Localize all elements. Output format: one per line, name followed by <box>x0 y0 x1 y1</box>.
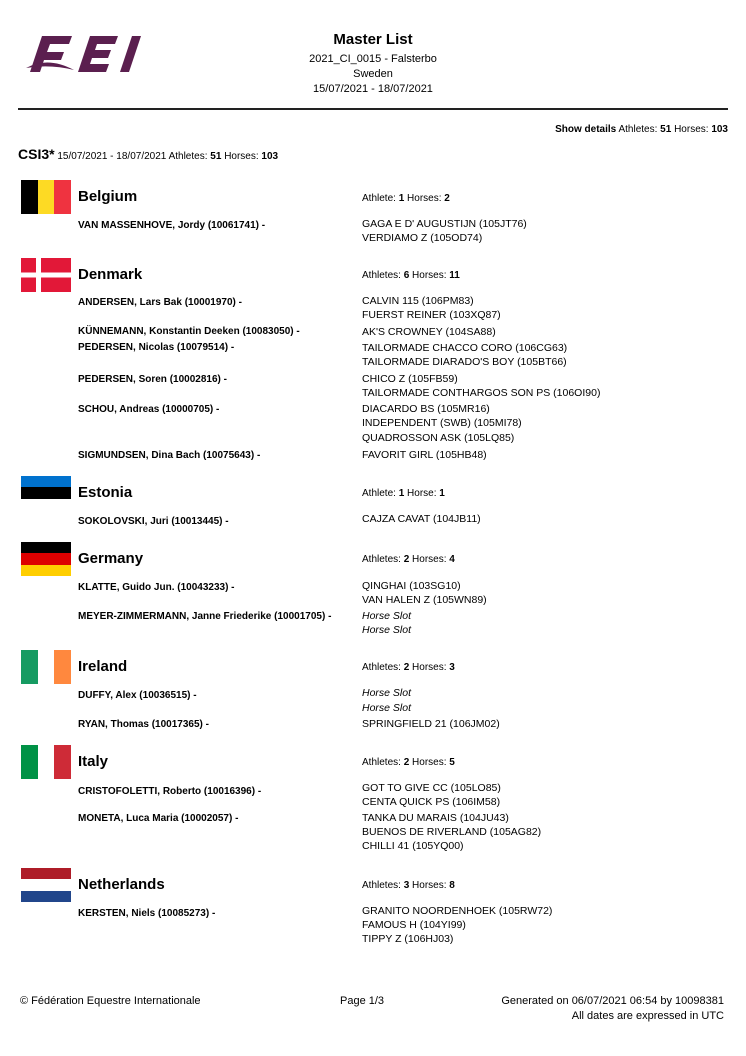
country-count: Athlete: 1 Horse: 1 <box>362 488 445 499</box>
flag-denmark-icon <box>21 258 71 292</box>
country-name: Denmark <box>78 266 143 283</box>
flag-netherlands-icon <box>21 868 71 902</box>
summary-horses-count: 103 <box>711 124 728 135</box>
horse-name: CAJZA CAVAT (104JB11) <box>362 513 481 525</box>
horse-name: TANKA DU MARAIS (104JU43) <box>362 812 509 824</box>
competition-athletes-label: Athletes: <box>168 151 208 162</box>
athlete-name: KERSTEN, Niels (10085273) - <box>78 908 216 919</box>
horse-name: INDEPENDENT (SWB) (105MI78) <box>362 417 522 429</box>
athlete-name: SCHOU, Andreas (10000705) - <box>78 404 220 415</box>
athlete-name: ANDERSEN, Lars Bak (10001970) - <box>78 297 242 308</box>
athlete-name: SIGMUNDSEN, Dina Bach (10075643) - <box>78 450 261 461</box>
athlete-name: MEYER-ZIMMERMANN, Janne Friederike (10001705) - <box>78 611 332 622</box>
athlete-name: MONETA, Luca Maria (10002057) - <box>78 813 239 824</box>
event-code: 2021_CI_0015 - Falsterbo <box>309 53 437 65</box>
footer-page: Page 1/3 <box>340 995 385 1007</box>
competition-line <box>18 146 278 162</box>
country-count: Athletes: 6 Horses: 11 <box>362 270 460 281</box>
competition-horses-count: 103 <box>261 151 279 162</box>
horse-name: TAILORMADE CHACCO CORO (106CG63) <box>362 342 568 354</box>
horse-name: VAN HALEN Z (105WN89) <box>362 594 487 606</box>
athlete-name: PEDERSEN, Nicolas (10079514) - <box>78 342 235 353</box>
horse-name: CHILLI 41 (105YQ00) <box>362 840 464 852</box>
horse-slot: Horse Slot <box>362 702 412 714</box>
event-country: Sweden <box>353 68 393 80</box>
show-details-label: Show details <box>555 124 617 135</box>
country-name: Belgium <box>78 188 138 205</box>
horse-name: GAGA E D' AUGUSTIJN (105JT76) <box>362 218 527 230</box>
horse-name: FAVORIT GIRL (105HB48) <box>362 449 487 461</box>
athlete-name: PEDERSEN, Soren (10002816) - <box>78 374 227 385</box>
country-name: Netherlands <box>78 876 165 893</box>
competition-horses-label: Horses: <box>224 151 259 162</box>
summary-line <box>555 124 728 135</box>
horse-name: BUENOS DE RIVERLAND (105AG82) <box>362 826 542 838</box>
flag-estonia-icon <box>21 476 71 510</box>
country-name: Germany <box>78 550 144 567</box>
horse-name: QUADROSSON ASK (105LQ85) <box>362 432 515 444</box>
flag-italy-icon <box>21 745 71 779</box>
horse-slot: Horse Slot <box>362 610 412 622</box>
athlete-name: VAN MASSENHOVE, Jordy (10061741) - <box>78 220 266 231</box>
horse-name: GOT TO GIVE CC (105LO85) <box>362 782 501 794</box>
horse-name: SPRINGFIELD 21 (106JM02) <box>362 718 500 730</box>
horse-name: CALVIN 115 (106PM83) <box>362 295 474 307</box>
country-count: Athletes: 2 Horses: 4 <box>362 554 455 565</box>
athlete-name: KLATTE, Guido Jun. (10043233) - <box>78 582 235 593</box>
country-count: Athletes: 3 Horses: 8 <box>362 880 455 891</box>
athlete-name: RYAN, Thomas (10017365) - <box>78 719 209 730</box>
flag-belgium-icon <box>21 180 71 214</box>
page-title: Master List <box>333 31 413 48</box>
country-name: Estonia <box>78 484 133 501</box>
event-dates: 15/07/2021 - 18/07/2021 <box>313 83 433 95</box>
horse-name: TIPPY Z (106HJ03) <box>362 933 454 945</box>
summary-athletes-label: Athletes: <box>618 124 658 135</box>
horse-name: FUERST REINER (103XQ87) <box>362 309 501 321</box>
horse-slot: Horse Slot <box>362 624 412 636</box>
footer-utc-note: All dates are expressed in UTC <box>571 1010 724 1022</box>
horse-name: FAMOUS H (104YI99) <box>362 919 466 931</box>
athlete-name: SOKOLOVSKI, Juri (10013445) - <box>78 516 229 527</box>
flag-ireland-icon <box>21 650 71 684</box>
horse-name: TAILORMADE DIARADO'S BOY (105BT66) <box>362 356 567 368</box>
horse-name: GRANITO NOORDENHOEK (105RW72) <box>362 905 553 917</box>
horse-name: CENTA QUICK PS (106IM58) <box>362 796 501 808</box>
horse-name: VERDIAMO Z (105OD74) <box>362 232 483 244</box>
horse-name: CHICO Z (105FB59) <box>362 373 458 385</box>
competition-athletes-count: 51 <box>210 151 222 162</box>
horse-name: AK'S CROWNEY (104SA88) <box>362 326 496 338</box>
summary-athletes-count: 51 <box>660 124 672 135</box>
country-count: Athlete: 1 Horses: 2 <box>362 193 450 204</box>
country-name: Ireland <box>78 658 128 675</box>
country-name: Italy <box>78 753 109 770</box>
athlete-name: DUFFY, Alex (10036515) - <box>78 690 197 701</box>
fei-logo <box>20 30 145 75</box>
athlete-name: CRISTOFOLETTI, Roberto (10016396) - <box>78 786 262 797</box>
athlete-name: KÜNNEMANN, Konstantin Deeken (10083050) - <box>78 326 300 337</box>
country-count: Athletes: 2 Horses: 3 <box>362 662 455 673</box>
horse-name: QINGHAI (103SG10) <box>362 580 461 592</box>
horse-name: DIACARDO BS (105MR16) <box>362 403 490 415</box>
header-divider <box>18 108 728 110</box>
horse-name: TAILORMADE CONTHARGOS SON PS (106OI90) <box>362 387 601 399</box>
footer-copyright: © Fédération Equestre Internationale <box>20 995 201 1007</box>
country-count: Athletes: 2 Horses: 5 <box>362 757 455 768</box>
competition-name: CSI3* <box>18 146 55 162</box>
summary-horses-label: Horses: <box>674 124 709 135</box>
horse-slot: Horse Slot <box>362 687 412 699</box>
footer-generated: Generated on 06/07/2021 06:54 by 10098381 <box>501 995 724 1007</box>
flag-germany-icon <box>21 542 71 576</box>
competition-dates: 15/07/2021 - 18/07/2021 <box>57 151 167 162</box>
